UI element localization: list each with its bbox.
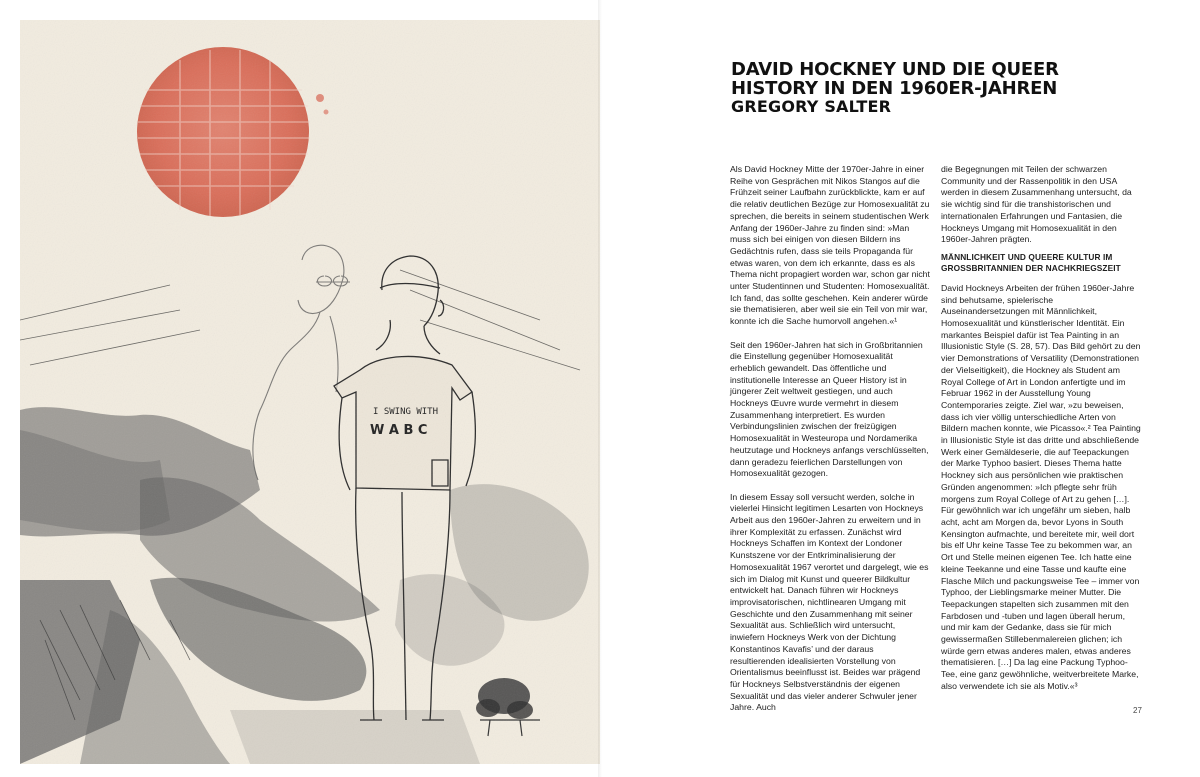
- article-title: DAVID HOCKNEY UND DIE QUEER HISTORY IN DEN 1960ER-JAHREN: [731, 59, 1059, 99]
- paragraph: Seit den 1960er-Jahren hat sich in Großbritannien die Einstellung gegenüber Homosexualität erheblich gewandelt. Das öffentliche und institutionelle Interesse an Queer History ist in jüngerer Zeit weltweit gestiegen, und auch Hockneys Œuvre wurde vermehrt in diesem Zusammenhang interpretiert. Es wurden Verbindungslinien zwischen der freizügigen Homosexualität in Westeuropa und Nordamerika heutzutage und Hockneys anfangs verschlüsselten, dann geradezu feierlichen Darstellungen von Homosexualität gezogen.: [730, 339, 929, 479]
- paragraph: die Begegnungen mit Teilen der schwarzen Community und der Rassenpolitik in den USA werden in diesem Zusammenhang untersucht, da sie wichtig sind für die transhistorischen und internationalen Erfahrungen und Fantasien, die Hockneys Umgang mit Homosexualität in den 1960er-Jahren prägten.: [941, 164, 1132, 245]
- section-subheading: MÄNNLICHKEIT UND QUEERE KULTUR IM GROSSBRITANNIEN DER NACHKRIEGSZEIT: [941, 251, 1121, 273]
- paragraph: In diesem Essay soll versucht werden, solche in vielerlei Hinsicht legitimen Lesarten von Hockneys Arbeit aus den 1960er-Jahren zu erweitern und in ihrer Komplexität zu erfassen. Zunächst wird Hockneys Schaffen im Kontext der Londoner Kunstszene vor der Entkriminalisierung der Homosexualität 1967 verortet und dargelegt, wie es sich im Dialog mit Kunst und queerer Bildkultur entwickelt hat. Danach führen wir Hockneys improvisatorischen, nichtlinearen Umgang mit Geschichte und den Zusammenhang mit seiner Sexualität aus. Schließlich wird untersucht, inwiefern Hockneys Werk von der Dichtung Konstantinos Kavafis’ und der daraus resultierenden idealisierten Vorstellung von Orientalismus beeinflusst ist. Beides war prägend für Hockneys Selbstverständnis der eigenen Sexualität und das vieler anderer Schwuler jener Jahre. Auch: [730, 491, 929, 713]
- article-author: GREGORY SALTER: [731, 97, 892, 116]
- right-page: [602, 0, 1200, 777]
- text-column-left: [730, 164, 930, 726]
- etching-artwork: [20, 20, 600, 764]
- text-column-right: [941, 164, 1141, 704]
- etching-illustration: [20, 20, 600, 764]
- paragraph: Als David Hockney Mitte der 1970er-Jahre in einer Reihe von Gesprächen mit Nikos Stangos auf die Frühzeit seiner Laufbahn zurückblickte, kam er auf die relativ deutlichen Bezüge zur Homosexualität zu sprechen, die bereits in seinem studentischen Werk Anfang der 1960er-Jahre zu finden sind: »Man muss sich bei einigen von diesen Bildern ins Gedächtnis rufen, dass sie teils Propaganda für etwas waren, von dem ich erkannte, dass es als Thema nicht propagiert worden war, schon gar nicht unter Studentinnen und Studenten: Homosexualität. Ich fand, das sollte geschehen. Kein anderer würde sie thematisieren, aber weil sie ein Teil von mir war, konnte ich die Sache humorvoll angehen.«¹: [730, 164, 930, 327]
- page-number: 27: [1133, 706, 1142, 715]
- paragraph: David Hockneys Arbeiten der frühen 1960er-Jahre sind behutsame, spielerische Auseinandersetzungen mit Männlichkeit, Homosexualität und künstlerischer Identität. Ein markantes Beispiel dafür ist Tea Painting in an Illusionistic Style (S. 28, 57). Das Bild gehört zu den vier Demonstrations of Versatility (Demonstrationen der Vielseitigkeit), die Hockney als Student am Royal College of Art in London anfertigte und im Februar 1962 in der Ausstellung Young Contemporaries zeigte. Ziel war, »zu beweisen, dass ich vier völlig unterschiedliche Arten von Bildern machen konnte, wie Picasso«.² Tea Painting in Illusionistic Style ist das dritte und abschließende Werk einer Gemäldeserie, die auf Teepackungen der Marke Typhoo basiert. Dieses Thema hatte Hockney sich aus persönlichen wie praktischen Gründen angenommen: »Ich pflegte sehr früh morgens zum Royal College of Art zu gehen […]. Für gewöhnlich war ich ungefähr um sieben, halb acht, acht am Morgen da, bevor Lyons in South Kensington aufmachte, und bereitete mir, weil dort bis elf Uhr keine Tasse Tee zu bekommen war, an Ort und Stelle meinen eigenen Tee. Ich hatte eine kleine Teekanne und eine Tasse und kaufte eine Flasche Milch und packungsweise Tee – immer von Typhoo, der Lieblingsmarke meiner Mutter. Die Teepackungen stapelten sich zusammen mit den Farbdosen und -tuben und lagen überall herum, und mir kam der Gedanke, dass sie für mich gewissermaßen Stillebenmalereien glichen; ich würde gern etwas anderes malen, etwas anderes thematisieren. […] Da lag eine Packung Typhoo-Tee, eine ganz gewöhnliche, weitverbreitete Marke, also verwendete ich sie als Motiv.«³: [941, 282, 1141, 691]
